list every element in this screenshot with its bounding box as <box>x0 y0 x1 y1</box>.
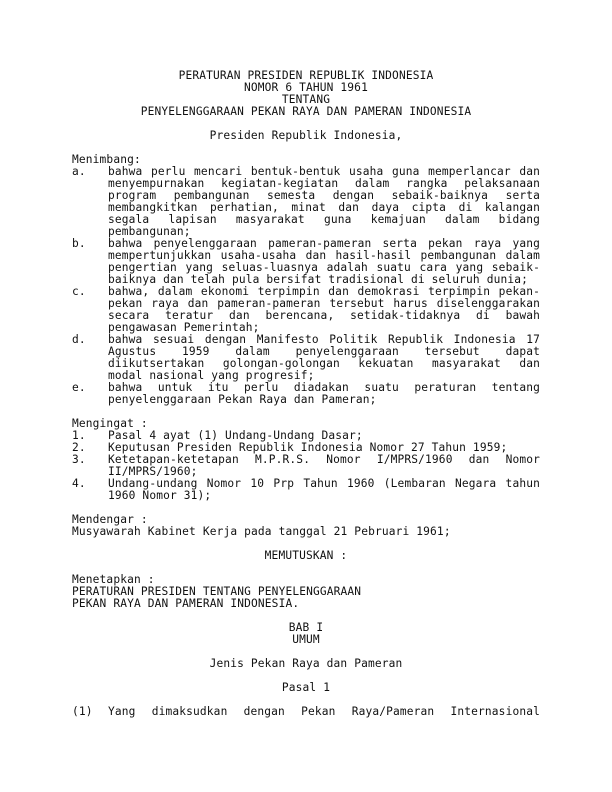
item-line: bahwa penyelenggaraan pameran-pameran serta pekan raya yang <box>108 237 540 250</box>
mengingat-item-4 <box>72 478 540 502</box>
item-line: bahwa untuk itu perlu diadakan suatu peraturan tentang <box>108 381 540 394</box>
document-title <box>72 70 540 118</box>
item-line: program pembangunan semesta dengan sebaik-baiknya serta <box>108 189 540 202</box>
item-marker: a. <box>72 165 86 178</box>
item-line: diikutsertakan golongan-golongan kekuatan masyarakat dan <box>108 357 540 370</box>
mendengar-heading: Mendengar : <box>72 513 148 526</box>
menimbang-item-b <box>72 238 540 286</box>
mendengar-section <box>72 514 540 538</box>
title-line: PENYELENGGARAAN PEKAN RAYA DAN PAMERAN INDONESIA <box>140 105 472 118</box>
issuer: Presiden Republik Indonesia, <box>209 129 403 142</box>
item-line: Undang-undang Nomor 10 Prp Tahun 1960 (Lembaran Negara tahun <box>108 477 540 490</box>
title-line: PERATURAN PRESIDEN REPUBLIK INDONESIA <box>178 69 434 82</box>
item-line: pekan raya dan pameran-pameran tersebut harus diselenggarakan <box>108 297 540 310</box>
item-marker: 2. <box>72 441 86 454</box>
item-line: membangkitkan perhatian, minat dan daya cipta di kalangan <box>108 201 540 214</box>
item-line: secara teratur dan berencana, setidak-tidaknya di bawah <box>108 309 540 322</box>
item-marker: 4. <box>72 477 86 490</box>
memutuskan-heading: MEMUTUSKAN : <box>264 549 348 562</box>
chapter-title: UMUM <box>292 633 320 646</box>
item-marker: b. <box>72 237 86 250</box>
item-line: modal nasional yang progresif; <box>108 369 315 382</box>
item-line: mempertunjukkan usaha-usaha dan hasil-hasil pembangunan dalam <box>108 249 540 262</box>
menimbang-item-e <box>72 382 540 406</box>
item-line: Keputusan Presiden Republik Indonesia Nomor 27 Tahun 1959; <box>108 441 508 454</box>
item-marker: 3. <box>72 453 86 466</box>
item-marker: d. <box>72 333 86 346</box>
item-line: menyempurnakan kegiatan-kegiatan dalam rangka pelaksanaan <box>108 177 540 190</box>
paragraph-marker: (1) <box>72 705 93 718</box>
item-line: pengertian yang seluas-luasnya adalah suatu cara yang sebaik- <box>108 261 540 274</box>
section-title: Jenis Pekan Raya dan Pameran <box>209 657 403 670</box>
item-marker: c. <box>72 285 86 298</box>
menimbang-section <box>72 154 540 406</box>
mengingat-section <box>72 418 540 502</box>
item-line: bahwa, dalam ekonomi terpimpin dan demokrasi terpimpin pekan- <box>108 285 540 298</box>
article-paragraph-1 <box>72 706 540 718</box>
item-line: Agustus 1959 dalam penyelenggaraan tersebut dapat <box>108 345 540 358</box>
item-line: pembangunan; <box>108 225 191 238</box>
menimbang-item-a <box>72 166 540 238</box>
title-line: NOMOR 6 TAHUN 1961 <box>244 81 368 94</box>
item-line: pengawasan Pemerintah; <box>108 321 260 334</box>
item-line: baiknya dan telah pula bersifat tradisional di seluruh dunia; <box>108 273 529 286</box>
chapter-number: BAB I <box>288 621 324 634</box>
menimbang-item-c <box>72 286 540 334</box>
item-line: bahwa perlu mencari bentuk-bentuk usaha guna memperlancar dan <box>108 165 540 178</box>
item-marker: 1. <box>72 429 86 442</box>
article-label: Pasal 1 <box>281 681 331 694</box>
paragraph-line: Yang dimaksudkan dengan Pekan Raya/Pameran Internasional <box>108 705 540 718</box>
item-line: II/MPRS/1960; <box>108 465 198 478</box>
mengingat-item-3 <box>72 454 540 478</box>
menetapkan-line: PERATURAN PRESIDEN TENTANG PENYELENGGARAAN <box>72 585 362 598</box>
menetapkan-section <box>72 574 540 610</box>
mendengar-text: Musyawarah Kabinet Kerja pada tanggal 21 Pebruari 1961; <box>72 525 451 538</box>
document-page <box>72 70 540 718</box>
menimbang-item-d <box>72 334 540 382</box>
item-marker: e. <box>72 381 86 394</box>
mengingat-heading: Mengingat : <box>72 417 148 430</box>
item-line: segala lapisan masyarakat guna kemajuan dalam bidang <box>108 213 540 226</box>
menetapkan-line: PEKAN RAYA DAN PAMERAN INDONESIA. <box>72 597 300 610</box>
item-line: penyelenggaraan Pekan Raya dan Pameran; <box>108 393 377 406</box>
chapter-heading <box>72 622 540 646</box>
item-line: Ketetapan-ketetapan M.P.R.S. Nomor I/MPRS/1960 dan Nomor <box>108 453 540 466</box>
menimbang-heading: Menimbang: <box>72 153 141 166</box>
item-line: Pasal 4 ayat (1) Undang-Undang Dasar; <box>108 429 363 442</box>
item-line: 1960 Nomor 31); <box>108 489 212 502</box>
title-line: TENTANG <box>281 93 331 106</box>
item-line: bahwa sesuai dengan Manifesto Politik Republik Indonesia 17 <box>108 333 540 346</box>
menetapkan-heading: Menetapkan : <box>72 573 155 586</box>
